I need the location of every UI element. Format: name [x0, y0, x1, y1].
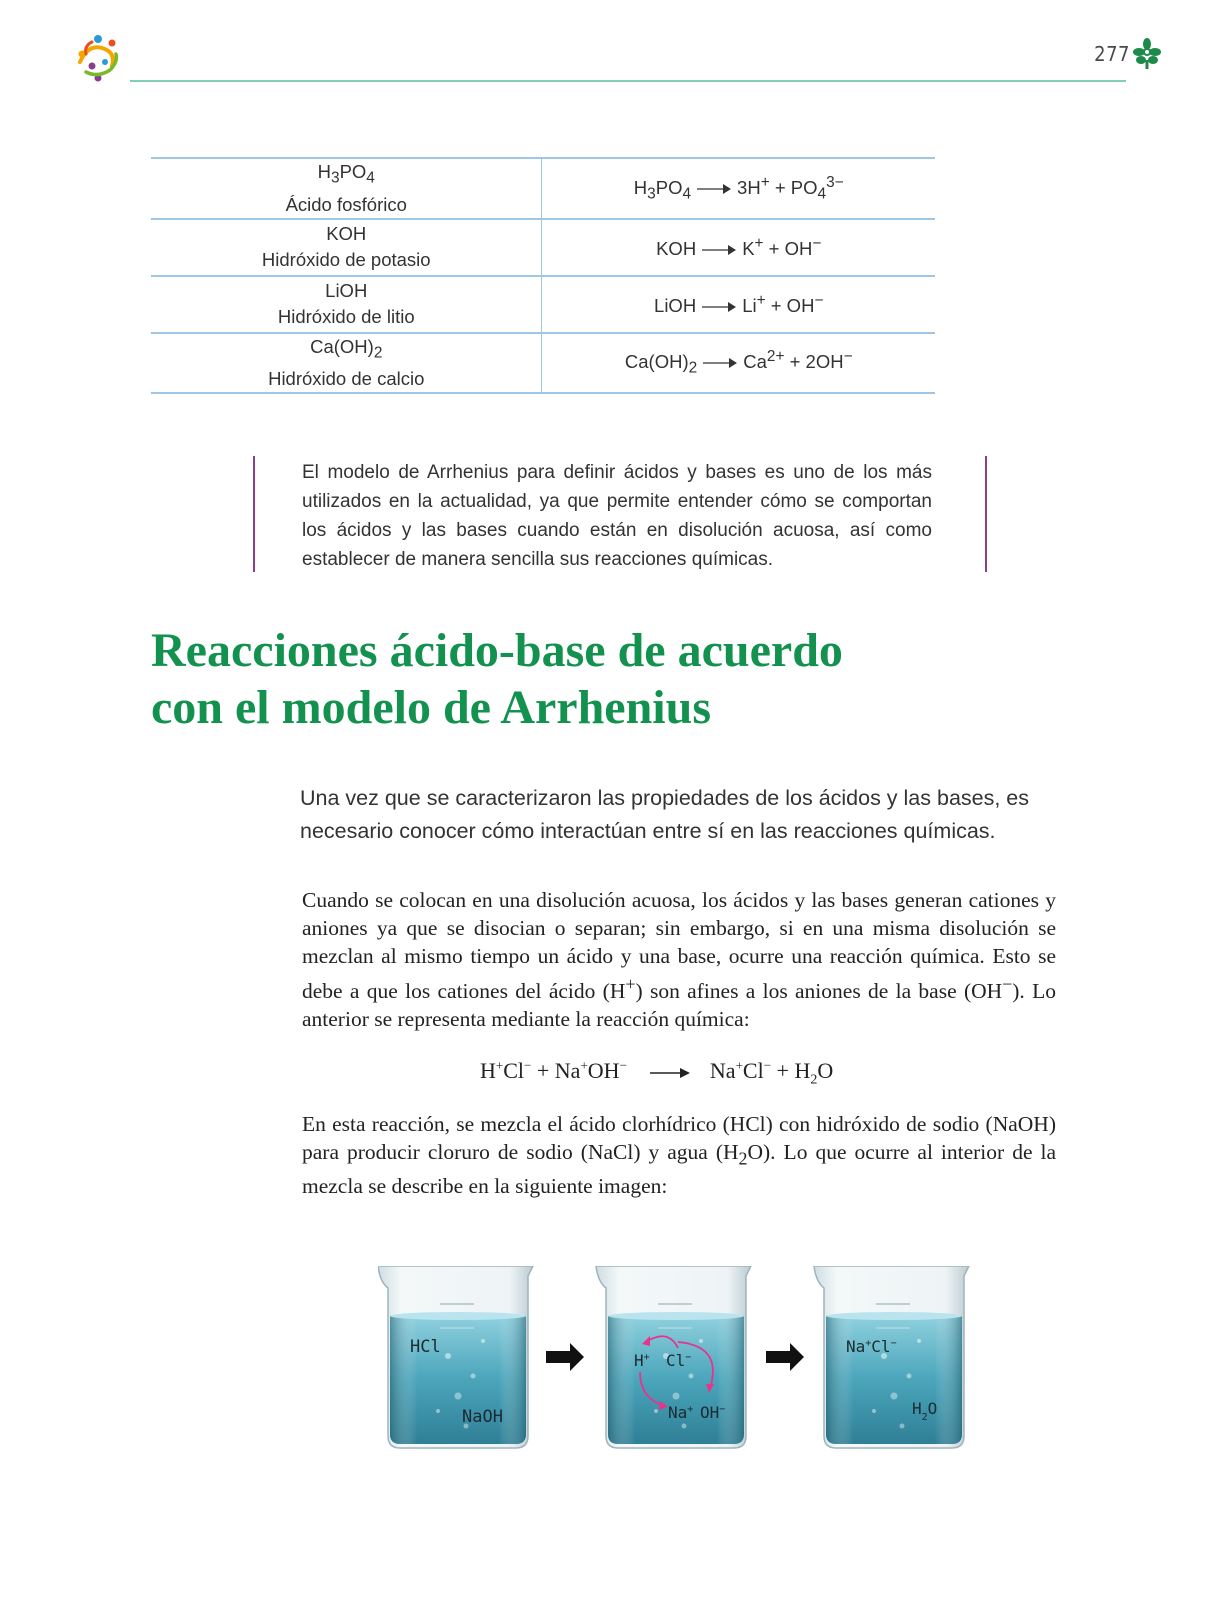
arrhenius-note — [253, 456, 987, 572]
ion-oh-symbol: OH — [700, 1403, 720, 1422]
table-row — [151, 219, 935, 276]
ion-h-symbol: H — [634, 1351, 644, 1370]
reaction-arrow-icon — [650, 1067, 690, 1079]
reaction-arrow-icon — [702, 244, 736, 256]
nacl-cl-charge: − — [890, 1338, 897, 1349]
process-arrow-1-icon — [546, 1343, 584, 1371]
book-logo-icon — [72, 32, 124, 84]
h2o-o-symbol: O — [927, 1399, 938, 1418]
section-title-line1: Reacciones ácido-base de acuerdo — [151, 624, 843, 677]
beaker-3 — [814, 1266, 969, 1448]
compound-cell — [151, 158, 542, 219]
table-row — [151, 158, 935, 219]
ion-na-charge: + — [687, 1404, 694, 1415]
note-right-bar — [985, 456, 987, 572]
nacl-cl-symbol: Cl — [871, 1337, 891, 1356]
beaker-reaction-figure — [378, 1266, 978, 1466]
label-naoh: NaOH — [462, 1407, 503, 1427]
section-title-line2: con el modelo de Arrhenius — [151, 681, 711, 734]
h2o-h-symbol: H — [912, 1399, 922, 1418]
compound-name: Ácido fosfórico — [285, 193, 407, 215]
nacl-na-charge: + — [865, 1338, 872, 1349]
dissociation-cell — [542, 219, 935, 276]
note-text: El modelo de Arrhenius para definir ácidos y bases es uno de los más utilizados en la actualidad, ya que permite entender cómo se comportan los ácidos y las bases cuando están en disolución acuosa, así como establecer de manera sencilla sus reacciones químicas. — [302, 462, 932, 570]
label-hcl: HCl — [410, 1337, 441, 1357]
compound-formula: $H_3PO_4$ — [317, 161, 375, 187]
reaction-arrow-icon — [703, 357, 737, 369]
dissociation-products: $Ca^{2+} + 2OH^-$ — [743, 348, 853, 373]
equation-reactants: H+Cl− + Na+OH− — [480, 1058, 627, 1084]
table-row — [151, 276, 935, 333]
dissociation-products: Li+ + OH− — [742, 291, 824, 316]
section-title — [151, 622, 1051, 736]
note-left-bar — [253, 456, 255, 572]
h2o-subscript: 2 — [921, 1412, 928, 1423]
dissociation-reactant: $H_3PO_4$ — [633, 176, 692, 203]
dissociation-cell — [542, 333, 935, 394]
compound-formula: LiOH — [325, 280, 368, 302]
dissociation-reactant: $Ca(OH)_2$ — [624, 351, 698, 377]
dissociation-products: K+ + OH− — [742, 234, 822, 259]
ion-cl-charge: − — [685, 1352, 692, 1363]
compound-cell — [151, 219, 542, 276]
ion-h-charge: + — [643, 1352, 650, 1363]
dissociation-cell — [542, 276, 935, 333]
reaction-arrow-icon — [697, 183, 731, 195]
process-arrow-2-icon — [766, 1343, 804, 1371]
ion-cl-symbol: Cl — [666, 1351, 686, 1370]
reaction-arrow-icon — [702, 301, 736, 313]
compound-formula: KOH — [326, 223, 367, 245]
intro-paragraph: Una vez que se caracterizaron las propiedades de los ácidos y las bases, es necesario conocer cómo interactúan entre sí en las reacciones químicas. — [300, 786, 1030, 843]
compound-cell — [151, 333, 542, 394]
dissociation-products: $3H^+ + PO_4^{3-}$ — [737, 173, 844, 203]
neutralization-equation — [480, 1058, 833, 1089]
ion-na-symbol: Na — [668, 1403, 688, 1422]
dissociation-cell — [542, 158, 935, 219]
equation-products: $Na^+Cl^- + H_2O$ — [709, 1058, 834, 1088]
nacl-na-symbol: Na — [846, 1337, 866, 1356]
beaker-2 — [596, 1266, 751, 1448]
compound-name: Hidróxido de litio — [277, 306, 415, 328]
page-number: 277 — [1094, 42, 1130, 66]
body-paragraph-2: En esta reacción, se mezcla el ácido clorhídrico (HCl) con hidróxido de sodio (NaOH) para producir cloruro de sodio (NaCl) y agua $(H_2O)$. Lo que ocurre al interior de la mezcla se describe en la siguiente imagen: — [302, 1112, 1057, 1199]
body-paragraph-1: Cuando se colocan en una disolución acuosa, los ácidos y las bases generan cationes y aniones ya que se disocian o separan; sin embargo, si en una misma disolución se mezclan al mismo tiempo un ácido y una base, ocurre una reacción química. Esto se debe a que los cationes del ácido (H+) son afines a los aniones de la base (OH−). Lo anterior se representa mediante la reacción química: — [302, 888, 1056, 1032]
flower-ornament-icon — [1132, 38, 1162, 70]
dissociation-table — [151, 157, 935, 394]
label-nacl — [846, 1337, 897, 1356]
dissociation-reactant: KOH — [656, 237, 697, 259]
beaker-1 — [378, 1266, 533, 1448]
compound-formula: $Ca(OH)_2$ — [310, 335, 383, 362]
compound-name: Hidróxido de calcio — [268, 368, 425, 390]
table-row — [151, 333, 935, 394]
header-rule — [130, 80, 1126, 82]
compound-cell — [151, 276, 542, 333]
compound-name: Hidróxido de potasio — [261, 249, 431, 271]
ion-oh-charge: − — [719, 1404, 726, 1415]
dissociation-reactant: LiOH — [654, 294, 697, 316]
